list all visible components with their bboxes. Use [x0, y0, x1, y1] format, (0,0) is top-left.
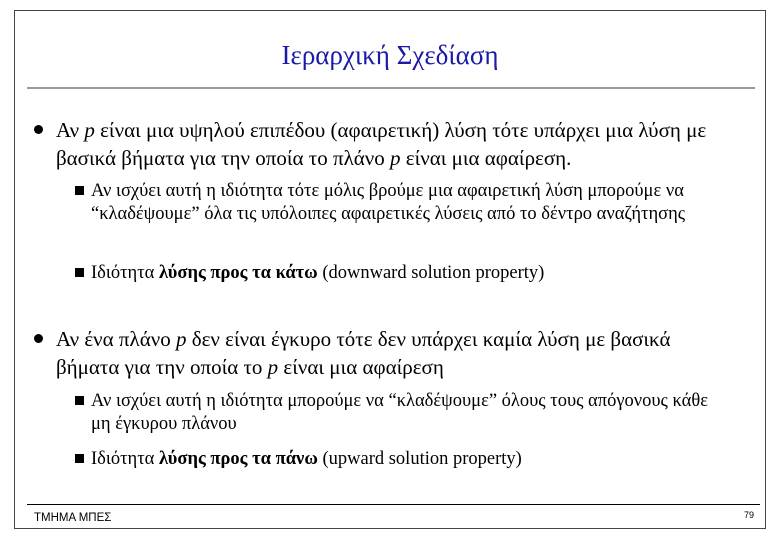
bullet-2-sub-2-text: Ιδιότητα λύσης προς τα πάνω (upward solution property): [91, 449, 522, 469]
square-bullet-icon: [75, 186, 84, 195]
bullet-1-sub-1: [75, 180, 725, 226]
bullet-1-sub-2-text: Ιδιότητα λύσης προς τα κάτω (downward solution property): [91, 263, 545, 283]
bullet-1-sub-1-text: Αν ισχύει αυτή η ιδιότητα τότε μόλις βρούμε μια αφαιρετική λύση μπορούμε να “κλαδέψουμε” όλα τις υπόλοιπες αφαιρετικές λύσεις από το δέντρο αναζήτησης: [91, 181, 686, 224]
square-bullet-icon: [75, 454, 84, 463]
square-bullet-icon: [75, 396, 84, 405]
square-bullet-icon: [75, 268, 84, 277]
bullet-2-sub-1-text: Αν ισχύει αυτή η ιδιότητα μπορούμε να “κλαδέψουμε” όλους τους απόγονους κάθε μη έγκυρου πλάνου: [91, 391, 708, 434]
round-bullet-icon: [34, 125, 43, 134]
page-number: 79: [743, 510, 754, 520]
footer-department: ΤΜΗΜΑ ΜΠΕΣ: [34, 512, 112, 524]
footer-divider: [27, 504, 760, 505]
round-bullet-icon: [34, 334, 43, 343]
title-divider: [27, 87, 755, 89]
bullet-2-text: Αν ένα πλάνο p δεν είναι έγκυρο τότε δεν υπάρχει καμία λύση με βασικά βήματα για την οποία το p είναι μια αφαίρεση: [56, 327, 671, 379]
bullet-1: [34, 116, 734, 172]
bullet-2-sub-1: [75, 390, 725, 436]
slide-title: Ιεραρχική Σχεδίαση: [281, 40, 499, 70]
bullet-1-text: Αν p είναι μια υψηλού επιπέδου (αφαιρετική) λύση τότε υπάρχει μια λύση με βασικά βήματα για την οποία το πλάνο p είναι μια αφαίρεση.: [56, 118, 707, 170]
bullet-2: [34, 325, 734, 381]
bullet-1-sub-2: [75, 262, 725, 285]
bullet-2-sub-2: [75, 448, 725, 471]
